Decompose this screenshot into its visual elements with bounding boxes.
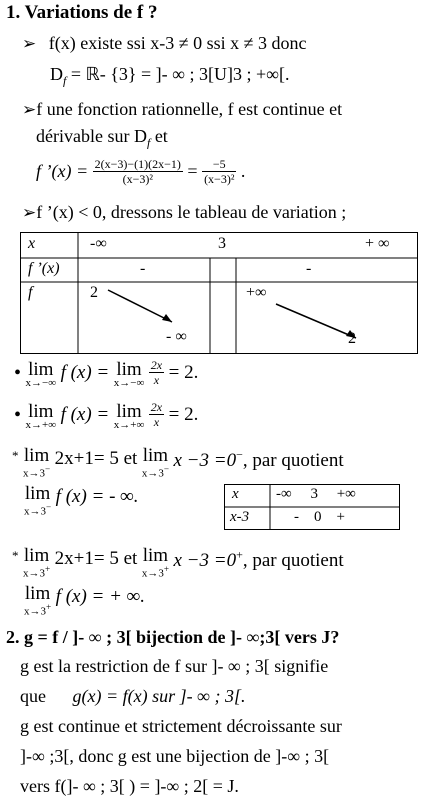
lim-sub-sup: − [45, 464, 51, 474]
lim-frac-2 [149, 400, 164, 429]
frac-den: x [153, 373, 160, 387]
lim-fx: f (x) = [60, 362, 110, 383]
lim4-c: , par quotient [242, 550, 344, 572]
lim3-b-wrap [174, 450, 344, 471]
t1-x-label: x [28, 235, 36, 252]
s2-line-5: vers f(]- ∞ ; 3[ ) = ]-∞ ; 2[ = J. [20, 776, 239, 796]
t1-fp-left: - [140, 260, 146, 277]
deriv-num-1: 2(x−3)−(1)(2x−1) [94, 157, 181, 171]
bullet-2-line1: f une fonction rationnelle, f est continue et [36, 99, 343, 119]
deriv-den-1: (x−3)² [122, 172, 153, 186]
arrow-bullet-icon: ➢ [22, 100, 37, 119]
lim-1 [25, 359, 57, 389]
lim-sub [23, 564, 50, 580]
frac-den: x [153, 415, 160, 429]
limit-3-plus [12, 545, 344, 580]
bullet-3 [22, 202, 346, 223]
lim-word: lim [23, 545, 50, 566]
lim3-sup: − [236, 448, 243, 462]
arrow-bullet-icon: ➢ [22, 203, 37, 222]
lim-sub-text: x→3 [24, 505, 46, 518]
limit-3-minus [12, 445, 344, 480]
lim-sub: x→−∞ [25, 377, 57, 389]
deriv-fraction-1 [93, 157, 183, 186]
lim-word: lim [116, 359, 142, 380]
decreasing-arrow-left [108, 290, 172, 322]
s2-line-4: ]-∞ ;3[, donc g est une bijection de ]-∞ ; 3[ [20, 746, 330, 766]
asterisk-bullet-icon: * [12, 548, 19, 563]
asterisk-bullet-icon: * [12, 448, 19, 463]
lim-sub: x→+∞ [113, 419, 145, 431]
lim3-result-m: f (x) = - ∞. [55, 486, 139, 507]
lim-2 [25, 401, 57, 431]
section-2-title: 2. g = f / ]- ∞ ; 3[ bijection de ]- ∞;3[ vers J? [6, 627, 340, 647]
t1-f-left-bottom: - ∞ [166, 328, 187, 345]
lim3-a: 2x+1= 5 et [54, 448, 138, 469]
lim4-b-wrap [174, 550, 344, 571]
bullet-3-text: f ’(x) < 0, dressons le tableau de variation ; [36, 202, 347, 222]
t1-f-left-top: 2 [90, 284, 98, 301]
t1-fp-label: f ’(x) [28, 260, 60, 277]
t2-row2-values: - 0 + [294, 509, 345, 525]
frac-num: 2x [150, 400, 163, 414]
lim-sub [24, 502, 51, 518]
lim-sub-text: x→3 [23, 467, 45, 480]
deriv-den-2: (x−3)² [204, 172, 235, 186]
limit-3-minus-result [24, 483, 139, 518]
t1-x-right: + ∞ [365, 235, 390, 252]
t1-x-left: -∞ [90, 235, 107, 252]
lim-word: lim [23, 445, 50, 466]
b2-text-a: dérivable sur D [36, 126, 147, 146]
lim-sub-sup: + [45, 564, 51, 574]
lim-word: lim [24, 483, 51, 504]
lim4-result-p: f (x) = + ∞. [55, 586, 145, 607]
lim-sub: x→+∞ [25, 419, 57, 431]
lim-sub-text: x→3 [141, 567, 164, 580]
lim-sub [23, 464, 50, 480]
lim-word: lim [24, 583, 51, 604]
lim-sub-sup: + [163, 564, 169, 574]
deriv-eq: = [187, 161, 198, 181]
t1-f-right-top: +∞ [246, 284, 267, 301]
lim-word: lim [142, 545, 169, 566]
limit-3-plus-result [24, 583, 145, 618]
sign-table [224, 484, 400, 530]
lim-sub [142, 564, 169, 580]
variation-table [20, 232, 418, 354]
lim-2b [113, 401, 145, 431]
lim-frac-1 [149, 358, 164, 387]
t2-x-label: x [232, 486, 239, 502]
limit-plus-inf [14, 400, 199, 431]
lim-word: lim [28, 401, 54, 422]
t1-fp-right: - [306, 260, 312, 277]
bullet-1-text: f(x) existe ssi x-3 ≠ 0 ssi x ≠ 3 donc [48, 33, 307, 53]
s2-line-3: g est continue et strictement décroissante sur [20, 716, 342, 736]
lim-sub-sup: − [163, 464, 169, 474]
lim4-b: x −3 =0 [173, 550, 237, 572]
lim-word: lim [142, 445, 169, 466]
lim-4b [141, 545, 169, 580]
s2-l2b: g(x) = f(x) sur ]- ∞ ; 3[. [72, 686, 246, 706]
lim4-sup: + [236, 548, 243, 562]
lim3-b: x −3 =0 [173, 450, 237, 472]
s2-line-1: g est la restriction de f sur ]- ∞ ; 3[ signifie [20, 656, 329, 676]
decreasing-arrow-right [276, 304, 356, 338]
frac-num: 2x [150, 358, 163, 372]
lim-1b [113, 359, 145, 389]
bullet-2 [22, 99, 342, 120]
bullet-dot-icon: • [14, 404, 22, 426]
t2-row2-label: x-3 [230, 509, 250, 525]
lim-sub [24, 602, 51, 618]
t1-f-label: f [28, 284, 33, 301]
lim-sub-sup: − [46, 502, 52, 512]
lim-sub-text: x→3 [141, 467, 164, 480]
lim-4c [24, 583, 52, 618]
b2-sub: f [146, 135, 151, 150]
lim-fx: f (x) = [60, 404, 110, 425]
deriv-fraction-2 [202, 157, 236, 186]
t1-x-mid: 3 [218, 235, 226, 252]
lim-sub-text: x→3 [23, 567, 45, 580]
domain-line [50, 64, 289, 89]
lim-sub-sup: + [46, 602, 52, 612]
bullet-2-line2 [36, 126, 168, 151]
s2-l2a: que [20, 686, 46, 706]
lim-result: = 2. [168, 362, 199, 383]
lim-3 [23, 445, 51, 480]
lim-4 [23, 545, 51, 580]
b2-text-c: et [150, 126, 168, 146]
lim-3c [24, 483, 52, 518]
bullet-dot-icon: • [14, 362, 22, 384]
section-1-title: 1. Variations de f ? [6, 2, 158, 23]
lim-sub-text: x→3 [24, 605, 46, 618]
lim4-a: 2x+1= 5 et [54, 548, 138, 569]
domain-text: = ℝ- {3} = ]- ∞ ; 3[U]3 ; +∞[. [66, 64, 290, 84]
t2-x-values: -∞ 3 +∞ [276, 486, 356, 502]
domain-symbol: D [50, 64, 63, 84]
lim-sub: x→−∞ [113, 377, 145, 389]
arrow-bullet-icon: ➢ [22, 34, 37, 53]
lim-word: lim [116, 401, 142, 422]
lim-3b [141, 445, 169, 480]
s2-line-2 [20, 686, 245, 707]
deriv-end: . [240, 161, 246, 181]
lim-sub [142, 464, 169, 480]
domain-sub: f [63, 73, 67, 88]
derivative-formula [36, 157, 245, 186]
t1-f-right-bottom: 2 [348, 330, 356, 347]
bullet-1 [22, 33, 306, 54]
lim3-c: , par quotient [242, 450, 344, 472]
lim-result: = 2. [168, 404, 199, 425]
lim-word: lim [28, 359, 54, 380]
deriv-num-2: −5 [202, 157, 236, 172]
deriv-lhs: f ’(x) = [36, 161, 89, 181]
limit-minus-inf [14, 358, 199, 389]
